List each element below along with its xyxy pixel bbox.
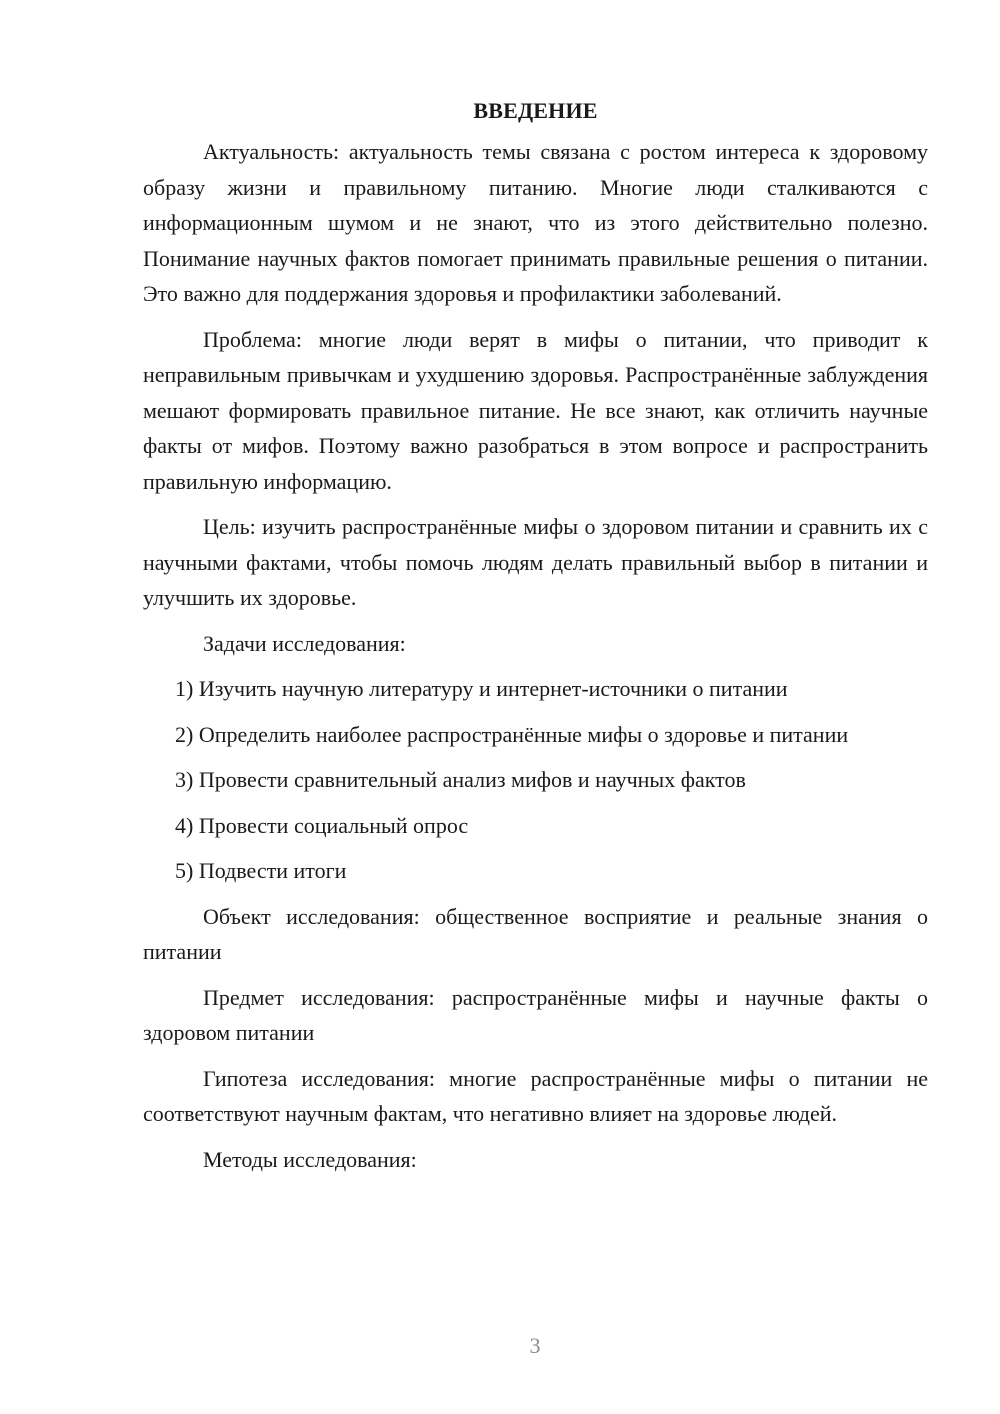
paragraph-tasks-heading: Задачи исследования: [203,630,406,656]
task-item-2: 2) Определить наиболее распространённые мифы о здоровье и питании [175,721,849,747]
paragraph-goal: Цель: изучить распространённые мифы о здоровом питании и сравнить их с научными фактами, чтобы помочь людям делать правильный выбор в питании и улучшить их здоровье. [143,514,928,610]
paragraph-methods: Методы исследования: [203,1146,417,1172]
section-title: ВВЕДЕНИЕ [473,98,598,123]
task-item-1: 1) Изучить научную литературу и интернет-источники о питании [175,676,788,701]
page-number: 3 [529,1333,541,1358]
paragraph-object: Объект исследования: общественное восприятие и реальные знания о питании [143,903,928,964]
document-body [143,93,928,1187]
task-item-3: 3) Провести сравнительный анализ мифов и научных фактов [175,767,746,792]
paragraph-subject: Предмет исследования: распространённые мифы и научные факты о здоровом питании [143,984,928,1045]
paragraph-relevance: Актуальность: актуальность темы связана с ростом интереса к здоровому образу жизни и правильному питанию. Многие люди сталкиваются с информационным шумом и не знают, что из этого действительно полезно. Понимание научных фактов помогает принимать правильные решения о питании. Это важно для поддержания здоровья и профилактики заболеваний. [143,139,928,306]
paragraph-hypothesis: Гипотеза исследования: многие распространённые мифы о питании не соответствуют научным фактам, что негативно влияет на здоровье людей. [143,1065,928,1126]
paragraph-problem: Проблема: многие люди верят в мифы о питании, что приводит к неправильным привычкам и ухудшению здоровья. Распространённые заблуждения мешают формировать правильное питание. Не все знают, как отличить научные факты от мифов. Поэтому важно разобраться в этом вопросе и распространить правильную информацию. [143,326,928,494]
task-item-5: 5) Подвести итоги [175,858,347,883]
task-item-4: 4) Провести социальный опрос [175,812,469,838]
